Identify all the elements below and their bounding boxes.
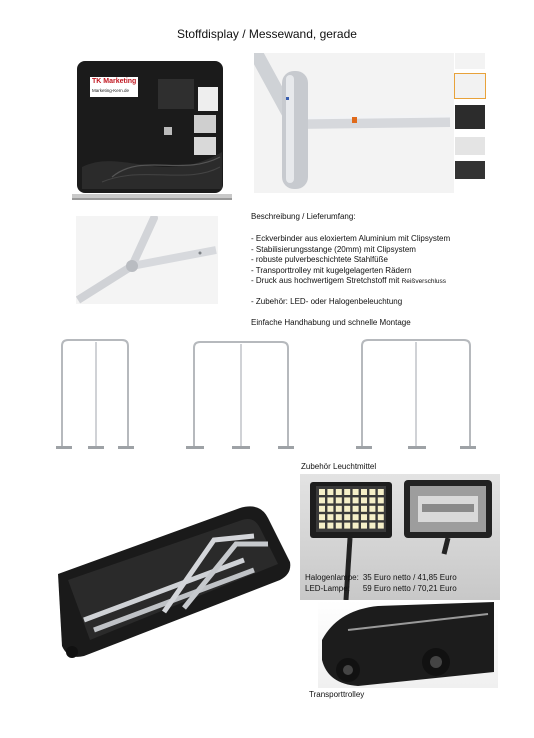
feature-list	[251, 234, 521, 287]
led-cell	[336, 497, 342, 503]
led-cell	[336, 506, 342, 512]
thumbnail-1[interactable]	[455, 53, 485, 69]
banner-logo-sub: Marketing-Kern.de	[92, 88, 130, 93]
led-price: 59 Euro netto / 70,21 Euro	[362, 583, 457, 593]
thumbnail-3[interactable]	[455, 105, 485, 129]
feature-item: - Stabilisierungsstange (20mm) mit Clipsystem	[251, 244, 416, 254]
led-cell	[319, 489, 325, 495]
led-cell	[361, 523, 367, 529]
led-cell	[361, 489, 367, 495]
led-cell	[344, 489, 350, 495]
led-cell	[327, 497, 333, 503]
led-cell	[319, 497, 325, 503]
led-cell	[327, 506, 333, 512]
led-cell	[327, 523, 333, 529]
thumbnail-strip	[455, 53, 487, 185]
halogen-price: 35 Euro netto / 41,85 Euro	[362, 573, 457, 582]
led-cell	[361, 514, 367, 520]
frame-photo-small	[56, 336, 134, 452]
halogen-label: Halogenlampe:	[305, 573, 359, 582]
thumbnail-2[interactable]	[455, 74, 485, 98]
led-cell	[344, 514, 350, 520]
led-cell	[369, 523, 375, 529]
stand-foot-photo	[254, 53, 454, 193]
trolley-wheel-photo	[318, 600, 498, 688]
led-cell	[369, 506, 375, 512]
feature-item: - Eckverbinder aus eloxiertem Aluminium mit Clipsystem	[251, 234, 451, 244]
lighting-caption: Zubehör Leuchtmittel	[301, 462, 377, 471]
led-cell	[344, 506, 350, 512]
led-cell	[378, 489, 384, 495]
led-cell	[336, 489, 342, 495]
feature-item: - robuste pulverbeschichtete Stahlfüße	[251, 255, 388, 265]
led-cell	[378, 523, 384, 529]
thumbnail-4[interactable]	[455, 137, 485, 155]
frame-photo-large	[356, 336, 476, 452]
display-photo-banner	[72, 57, 232, 207]
led-cell	[344, 523, 350, 529]
led-cell	[327, 489, 333, 495]
led-cell	[319, 514, 325, 520]
accessory-line: - Zubehör: LED- oder Halogenbeleuchtung	[251, 297, 403, 307]
led-cell	[361, 506, 367, 512]
led-cell	[378, 497, 384, 503]
description-heading: Beschreibung / Lieferumfang:	[251, 212, 356, 221]
led-cell	[369, 497, 375, 503]
description-block	[251, 212, 521, 328]
page-title: Stoffdisplay / Messewand, gerade	[177, 27, 357, 41]
led-cell	[361, 497, 367, 503]
price-row-halogen	[305, 573, 461, 584]
led-cell	[353, 514, 359, 520]
led-cell	[369, 514, 375, 520]
assembly-line: Einfache Handhabung und schnelle Montage	[251, 317, 411, 327]
led-cell	[353, 489, 359, 495]
led-cell	[344, 497, 350, 503]
led-cell	[378, 514, 384, 520]
led-label: LED-Lampe:	[305, 583, 350, 593]
led-cell	[336, 514, 342, 520]
trolley-bag-open-photo	[54, 500, 292, 662]
frame-photo-medium	[186, 338, 294, 452]
corner-connector-photo	[76, 216, 218, 304]
led-cell	[353, 506, 359, 512]
feature-item: - Transporttrolley mit kugelgelagerten Rädern	[251, 265, 412, 275]
led-cell	[327, 514, 333, 520]
feature-item-suffix: Reißverschluss	[401, 278, 447, 286]
led-cell	[353, 523, 359, 529]
led-cell	[319, 506, 325, 512]
led-cell	[319, 523, 325, 529]
trolley-caption: Transporttrolley	[309, 690, 365, 699]
led-cell	[353, 497, 359, 503]
thumbnail-5[interactable]	[455, 161, 485, 179]
led-cell	[369, 489, 375, 495]
price-table	[305, 573, 461, 594]
led-cell	[378, 506, 384, 512]
led-cell	[336, 523, 342, 529]
feature-item	[251, 276, 521, 287]
feature-item-text: - Druck aus hochwertigem Stretchstoff mit	[251, 276, 400, 286]
price-row-led	[305, 584, 461, 595]
banner-logo-brand: TK Marketing	[92, 78, 137, 85]
